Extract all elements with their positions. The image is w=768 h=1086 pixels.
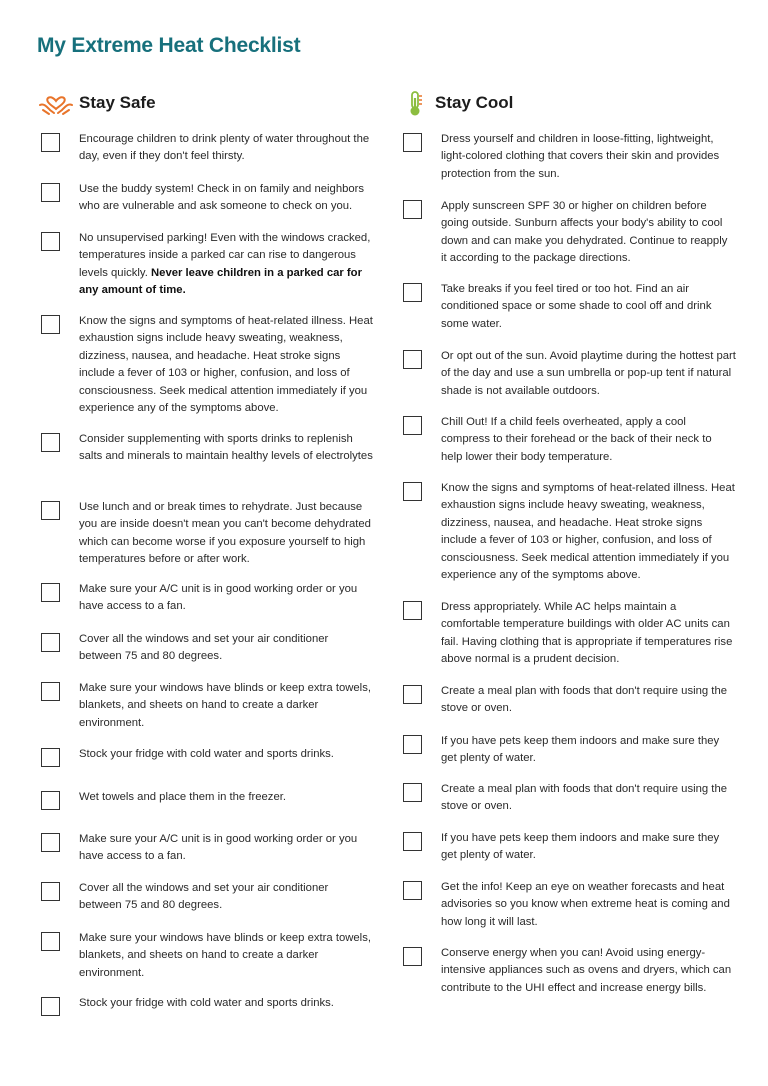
item-text: Take breaks if you feel tired or too hot. Find an air conditioned space or some shade to cool off and drink some water. <box>441 283 712 330</box>
checklist-item <box>38 831 373 866</box>
checklist-item-text <box>79 746 334 767</box>
checklist-item <box>400 781 736 816</box>
checkbox[interactable] <box>403 832 422 851</box>
item-text: Use lunch and or break times to rehydrate. Just because you are inside doesn't mean you can't become dehydrated which can become worse if you exposure yourself to high temperatures before or after work. <box>79 501 371 566</box>
checkbox[interactable] <box>41 791 60 810</box>
item-text: Create a meal plan with foods that don't require using the stove or oven. <box>441 783 728 813</box>
item-text: If you have pets keep them indoors and make sure they get plenty of water. <box>441 832 720 862</box>
item-text: Dress appropriately. While AC helps maintain a comfortable temperature buildings with older AC units can fail. Having clothing that is appropriate if temperatures rise above normal is a prudent decision. <box>441 601 733 666</box>
checklist-item <box>38 995 373 1016</box>
checkbox[interactable] <box>41 997 60 1016</box>
checklist-item <box>38 930 373 982</box>
item-text: Conserve energy when you can! Avoid using energy-intensive appliances such as ovens and dryers, which can contribute to the UHI effect and increase energy bills. <box>441 947 732 994</box>
checklist-item-text <box>79 581 373 616</box>
checklist-item-text <box>79 880 373 915</box>
stay-cool-header <box>400 88 736 118</box>
checkbox[interactable] <box>403 350 422 369</box>
checkbox[interactable] <box>41 433 60 452</box>
checklist-item-text <box>441 281 736 333</box>
item-text: Get the info! Keep an eye on weather forecasts and heat advisories so you know when extreme heat is coming and how long it will last. <box>441 881 730 928</box>
checklist-item-text <box>79 995 334 1016</box>
checkbox[interactable] <box>41 501 60 520</box>
checkbox[interactable] <box>403 200 422 219</box>
checklist-item-text <box>441 131 736 183</box>
checklist-item <box>400 480 736 584</box>
checklist-item-text <box>441 733 736 768</box>
checklist-item-text <box>79 230 373 300</box>
checkbox[interactable] <box>403 735 422 754</box>
item-text: Make sure your windows have blinds or keep extra towels, blankets, and sheets on hand to create a darker environment. <box>79 932 371 979</box>
checkbox[interactable] <box>403 783 422 802</box>
item-emphasis: Never leave children in a parked car for any amount of time. <box>79 266 362 297</box>
checklist-item-text <box>441 198 736 268</box>
item-text: Consider supplementing with sports drinks to replenish salts and minerals to maintain healthy levels of electrolytes <box>79 433 373 463</box>
checkbox[interactable] <box>403 601 422 620</box>
stay-cool-heading: Stay Cool <box>435 93 514 112</box>
checkbox[interactable] <box>403 685 422 704</box>
item-text: Create a meal plan with foods that don't require using the stove or oven. <box>441 685 728 715</box>
checklist-item-text <box>79 499 373 569</box>
checklist-item <box>38 230 373 300</box>
checklist-item <box>400 348 736 400</box>
checklist-item-text <box>441 945 736 997</box>
checklist-item-text <box>79 831 373 866</box>
item-text: Cover all the windows and set your air conditioner between 75 and 80 degrees. <box>79 633 329 663</box>
checklist-item <box>38 313 373 417</box>
stay-safe-column <box>38 88 373 1009</box>
item-text: Chill Out! If a child feels overheated, apply a cool compress to their forehead or the back of their neck to help lower their body temperature. <box>441 416 712 463</box>
item-text: Apply sunscreen SPF 30 or higher on children before going outside. Sunburn affects your body's ability to cool down and can make you dehydrated. Continue to reapply it according to the package directions. <box>441 200 728 265</box>
item-text: Make sure your windows have blinds or keep extra towels, blankets, and sheets on hand to create a darker environment. <box>79 682 371 729</box>
checklist-item <box>400 733 736 768</box>
checklist-item-text <box>79 930 373 982</box>
checkbox[interactable] <box>403 283 422 302</box>
checkbox[interactable] <box>41 133 60 152</box>
checkbox[interactable] <box>403 482 422 501</box>
checkbox[interactable] <box>41 183 60 202</box>
checklist-item <box>38 789 373 810</box>
stay-safe-heading: Stay Safe <box>79 93 156 112</box>
checklist-item-text <box>441 830 736 865</box>
item-text: Know the signs and symptoms of heat-related illness. Heat exhaustion signs include heavy sweating, weakness, dizziness, nausea, and headache. Heat stroke signs include a fever of 103 or higher, confusion, and loss of consciousness. Seek medical attention immediately if you experience any of the symptoms above. <box>441 482 735 582</box>
item-text: Know the signs and symptoms of heat-related illness. Heat exhaustion signs include heavy sweating, weakness, dizziness, nausea, and headache. Heat stroke signs include a fever of 103 or higher, confusion, and loss of consciousness. Seek medical attention immediately if you experience any of the symptoms above. <box>79 315 373 415</box>
checkbox[interactable] <box>41 315 60 334</box>
checkbox[interactable] <box>41 882 60 901</box>
checklist-item-text <box>79 181 373 216</box>
item-text: If you have pets keep them indoors and make sure they get plenty of water. <box>441 735 720 765</box>
checklist-item-text <box>441 879 736 931</box>
item-text: No unsupervised parking! Even with the windows cracked, temperatures inside a parked car can rise to dangerous levels quickly. <box>79 232 371 279</box>
checklist-item-text <box>441 348 736 400</box>
item-text: Make sure your A/C unit is in good working order or you have access to a fan. <box>79 833 358 863</box>
item-text: Wet towels and place them in the freezer. <box>79 791 287 803</box>
checklist-item <box>38 499 373 569</box>
checkbox[interactable] <box>403 947 422 966</box>
checklist-item-text <box>441 480 736 584</box>
checklist-item-text <box>79 631 373 666</box>
checklist-item-text <box>79 680 373 732</box>
checklist-item <box>400 945 736 997</box>
item-text: Make sure your A/C unit is in good working order or you have access to a fan. <box>79 583 358 613</box>
checklist-item-text <box>441 414 736 466</box>
stay-cool-column <box>400 88 736 994</box>
item-text: Stock your fridge with cold water and sports drinks. <box>79 748 334 760</box>
page-title: My Extreme Heat Checklist <box>37 34 301 57</box>
checklist-item <box>400 879 736 931</box>
checklist-item <box>400 414 736 466</box>
checkbox[interactable] <box>41 833 60 852</box>
stay-safe-header <box>38 88 373 118</box>
checklist-item <box>38 431 373 466</box>
item-text: Cover all the windows and set your air conditioner between 75 and 80 degrees. <box>79 882 329 912</box>
checklist-item <box>400 683 736 718</box>
checkbox[interactable] <box>41 633 60 652</box>
thermometer-icon <box>400 89 430 117</box>
checkbox[interactable] <box>403 881 422 900</box>
checklist-item <box>38 631 373 666</box>
heart-hands-icon <box>38 89 74 117</box>
checkbox[interactable] <box>41 682 60 701</box>
checklist-item <box>38 131 373 166</box>
item-text: Use the buddy system! Check in on family and neighbors who are vulnerable and ask someone to check on you. <box>79 183 365 213</box>
checklist-item-text <box>79 431 373 466</box>
item-text: Stock your fridge with cold water and sports drinks. <box>79 997 334 1009</box>
checklist-item <box>400 599 736 669</box>
checklist-item <box>38 880 373 915</box>
checklist-item-text <box>79 131 373 166</box>
checklist-item <box>38 746 373 767</box>
checklist-item-text <box>441 599 736 669</box>
checklist-item <box>38 581 373 616</box>
checklist-item-text <box>441 683 736 718</box>
checkbox[interactable] <box>41 583 60 602</box>
item-text: Encourage children to drink plenty of water throughout the day, even if they don't feel thirsty. <box>79 133 370 163</box>
checkbox[interactable] <box>403 133 422 152</box>
checklist-item <box>38 181 373 216</box>
checklist-item-text <box>79 313 373 417</box>
checkbox[interactable] <box>41 932 60 951</box>
checklist-item-text <box>441 781 736 816</box>
checklist-item <box>400 281 736 333</box>
checkbox[interactable] <box>41 748 60 767</box>
checkbox[interactable] <box>41 232 60 251</box>
checklist-item <box>400 830 736 865</box>
checklist-item-text <box>79 789 286 810</box>
item-text: Dress yourself and children in loose-fitting, lightweight, light-colored clothing that covers their skin and provides protection from the sun. <box>441 133 720 180</box>
checklist-item <box>400 131 736 183</box>
checkbox[interactable] <box>403 416 422 435</box>
checklist-item <box>38 680 373 732</box>
checklist-item <box>400 198 736 268</box>
item-text: Or opt out of the sun. Avoid playtime during the hottest part of the day and use a sun umbrella or pop-up tent if natural shade is not available outdoors. <box>441 350 736 397</box>
